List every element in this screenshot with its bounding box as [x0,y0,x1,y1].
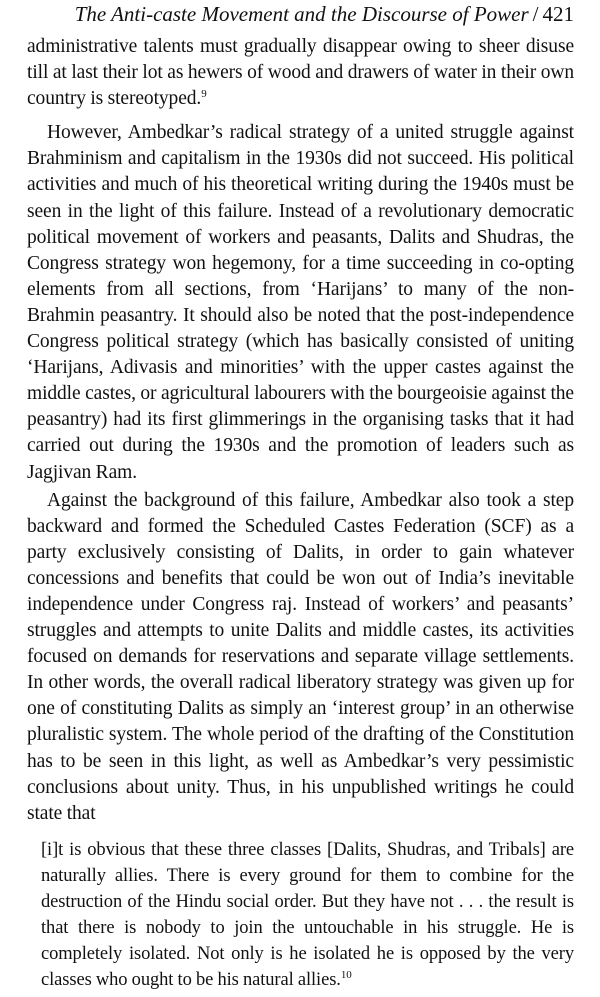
paragraph-continued: administrative talents must gradually disappear owing to sheer disuse till at last their lot as hewers of wood and drawers of water in their own country is stereotyped.$^9$ [27,36,574,110]
paragraph: However, Ambedkar’s radical strategy of a united struggle against Brahminism and capitalism in the 1930s did not succeed. His political activities and much of his theoretical writing during the 1940s must be seen in the light of this failure. Instead of a revolutionary democratic political movement of workers and peasants, Dalits and Shudras, the Congress strategy won hegemony, for a time succeeding in co-opting elements from all sections, from ‘Harijans’ to many of the non-Brahmin peasantry. It should also be noted that the post-independence Congress political strategy (which has basically consisted of uniting ‘Harijans, Adivasis and minorities’ with the upper castes against the middle castes, or agricultural labourers with the bourgeoisie against the peasantry) had its first glimmerings in the organising tasks that it had carried out during the 1930s and the promotion of leaders such as Jagjivan Ram. [27,122,574,483]
paragraph: Against the background of this failure, Ambedkar also took a step backward and formed the Scheduled Castes Federation (SCF) as a party exclusively consisting of Dalits, in order to gain whatever concessions and benefits that could be won out of India’s inevitable independence under Congress raj. Instead of workers’ and peasants’ struggles and attempts to unite Dalits and middle castes, its activities focused on demands for reservations and separate village settlements. In other words, the overall radical liberatory strategy was given up for one of constituting Dalits as simply an ‘interest group’ in an otherwise pluralistic system. The whole period of the drafting of the Constitution has to be seen in this light, as well as Ambedkar’s very pessimistic conclusions about unity. Thus, in his unpublished writings he could state that [27,489,574,824]
body-text [27,34,574,827]
running-header [27,0,574,30]
header-separator: / [532,2,539,26]
chapter-title: The Anti-caste Movement and the Discourse of Power [74,2,529,26]
page-number: 421 [542,2,574,26]
block-quote [27,837,574,993]
quote-text: [i]t is obvious that these three classes [Dalits, Shudras, and Tribals] are naturally allies. There is every ground for them to combine for the destruction of the Hindu social order. But they have not . . . the result is that there is nobody to join the untouchable in his struggle. He is completely isolated. Not only is he isolated he is opposed by the very classes who ought to be his natural allies.$^{10}$ [41,839,574,990]
footnote-marker: 9 [201,88,207,101]
footnote-marker: 10 [340,968,352,981]
